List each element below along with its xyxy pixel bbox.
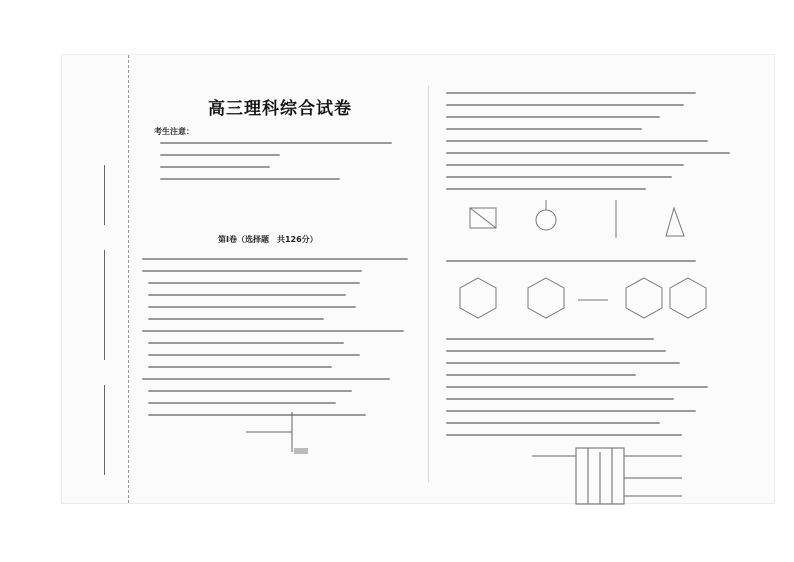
text-line [148,366,332,368]
text-line [148,306,356,308]
text-line [446,362,680,364]
notice-title: 考生注意： [154,127,194,136]
text-line [446,104,684,106]
binding-line [104,250,105,360]
text-line [160,178,340,180]
text-line [160,166,270,168]
chemical-structures [458,268,708,330]
text-line [148,282,360,284]
left-page [140,88,418,480]
text-line [446,398,674,400]
process-diagram [236,408,346,464]
text-line [446,116,660,118]
text-line [148,294,346,296]
text-line [160,154,280,156]
text-line [446,410,696,412]
apparatus-figure [460,196,700,244]
text-line [148,354,360,356]
text-line [446,260,696,262]
right-page [440,88,740,480]
text-line [446,188,646,190]
text-line [160,142,392,144]
text-line [446,422,660,424]
text-line [142,258,408,260]
text-line [446,152,730,154]
text-line [446,338,654,340]
text-line [148,390,352,392]
text-line [142,330,404,332]
text-line [446,92,696,94]
electrolysis-figure [524,438,694,520]
text-line [446,176,672,178]
text-line [148,402,336,404]
text-line [446,350,666,352]
text-line [446,128,642,130]
text-line [446,374,636,376]
text-line [142,270,362,272]
text-line [446,386,708,388]
text-line [446,434,682,436]
binding-line [104,165,105,225]
text-line [446,140,708,142]
text-line [142,378,390,380]
text-line [148,342,344,344]
page-title: 高三理科综合试卷 [208,99,352,119]
page-divider [428,86,429,482]
section-title: 第Ⅰ卷（选择题 共126分） [218,235,318,244]
binding-line [104,385,105,475]
text-line [446,164,684,166]
binding-margin [62,55,129,503]
text-line [148,318,324,320]
